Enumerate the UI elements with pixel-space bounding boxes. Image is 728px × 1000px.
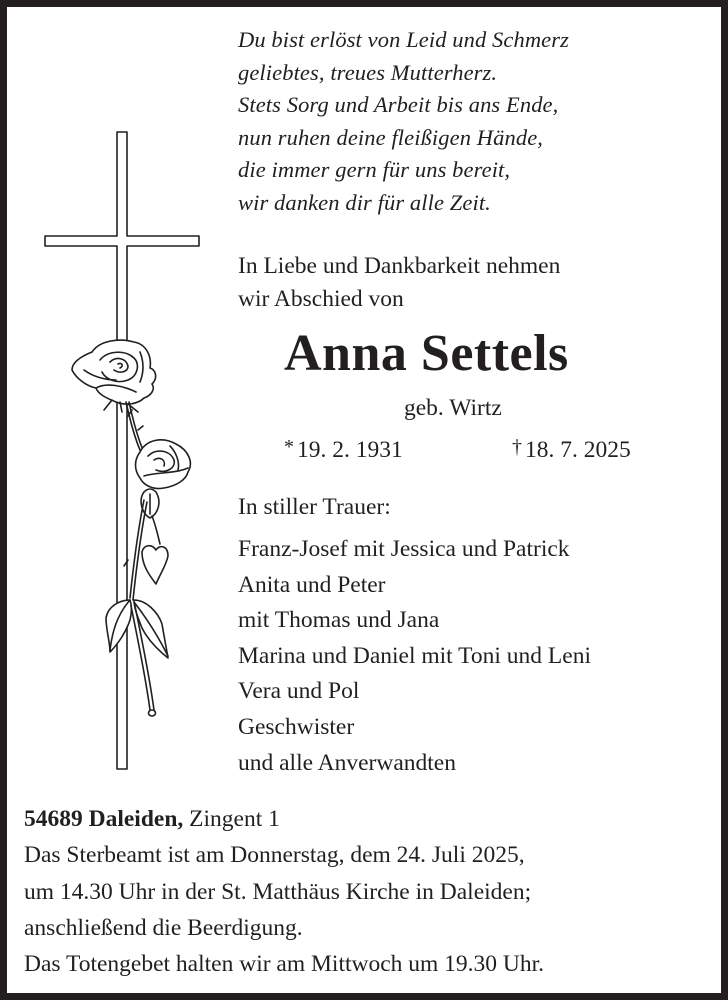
intro-line: wir Abschied von — [238, 286, 404, 312]
mourner-line: mit Thomas und Jana — [238, 607, 440, 634]
mourners-list — [238, 532, 708, 781]
mourners-heading: In stiller Trauer: — [238, 494, 391, 520]
address-city: 54689 Daleiden, — [24, 806, 184, 832]
death-date — [512, 431, 631, 466]
maiden-name: geb. Wirtz — [404, 395, 502, 421]
funeral-details — [24, 801, 714, 982]
mourner-line: Anita und Peter — [238, 571, 386, 598]
poem-line: wir danken dir für alle Zeit. — [238, 189, 491, 215]
poem-line: die immer gern für uns bereit, — [238, 157, 511, 183]
mourner-line: Marina und Daniel mit Toni und Leni — [238, 642, 591, 669]
mourner-line: und alle Anverwandten — [238, 749, 456, 776]
address-street: Zingent 1 — [183, 806, 280, 832]
death-date-value: 18. 7. 2025 — [525, 437, 631, 463]
poem-line: geliebtes, treues Mutterherz. — [238, 59, 498, 85]
birth-star-icon: * — [284, 436, 294, 458]
funeral-line: Das Sterbeamt ist am Donnerstag, dem 24. Juli 2025, — [24, 842, 525, 869]
poem-line: Du bist erlöst von Leid und Schmerz — [238, 27, 569, 52]
address-line — [24, 801, 714, 837]
birth-date-value: 19. 2. 1931 — [297, 437, 403, 463]
cross-with-roses-icon — [40, 125, 210, 775]
mourner-line: Franz-Josef mit Jessica und Patrick — [238, 536, 570, 562]
mourner-line: Vera und Pol — [238, 678, 360, 705]
poem-line: Stets Sorg und Arbeit bis ans Ende, — [238, 92, 559, 118]
funeral-line: Das Totengebet halten wir am Mittwoch um 19.30 Uhr. — [24, 951, 545, 978]
intro-line: In Liebe und Dankbarkeit nehmen — [238, 253, 561, 279]
funeral-line: anschließend die Beerdigung. — [24, 914, 303, 941]
death-dagger-icon: † — [512, 436, 522, 458]
funeral-line: um 14.30 Uhr in der St. Matthäus Kirche in Daleiden; — [24, 878, 532, 905]
poem-line: nun ruhen deine fleißigen Hände, — [238, 124, 544, 150]
poem — [238, 24, 678, 220]
deceased-name: Anna Settels — [284, 325, 569, 382]
birth-date — [284, 431, 403, 466]
farewell-intro — [238, 250, 698, 316]
mourner-line: Geschwister — [238, 713, 355, 740]
